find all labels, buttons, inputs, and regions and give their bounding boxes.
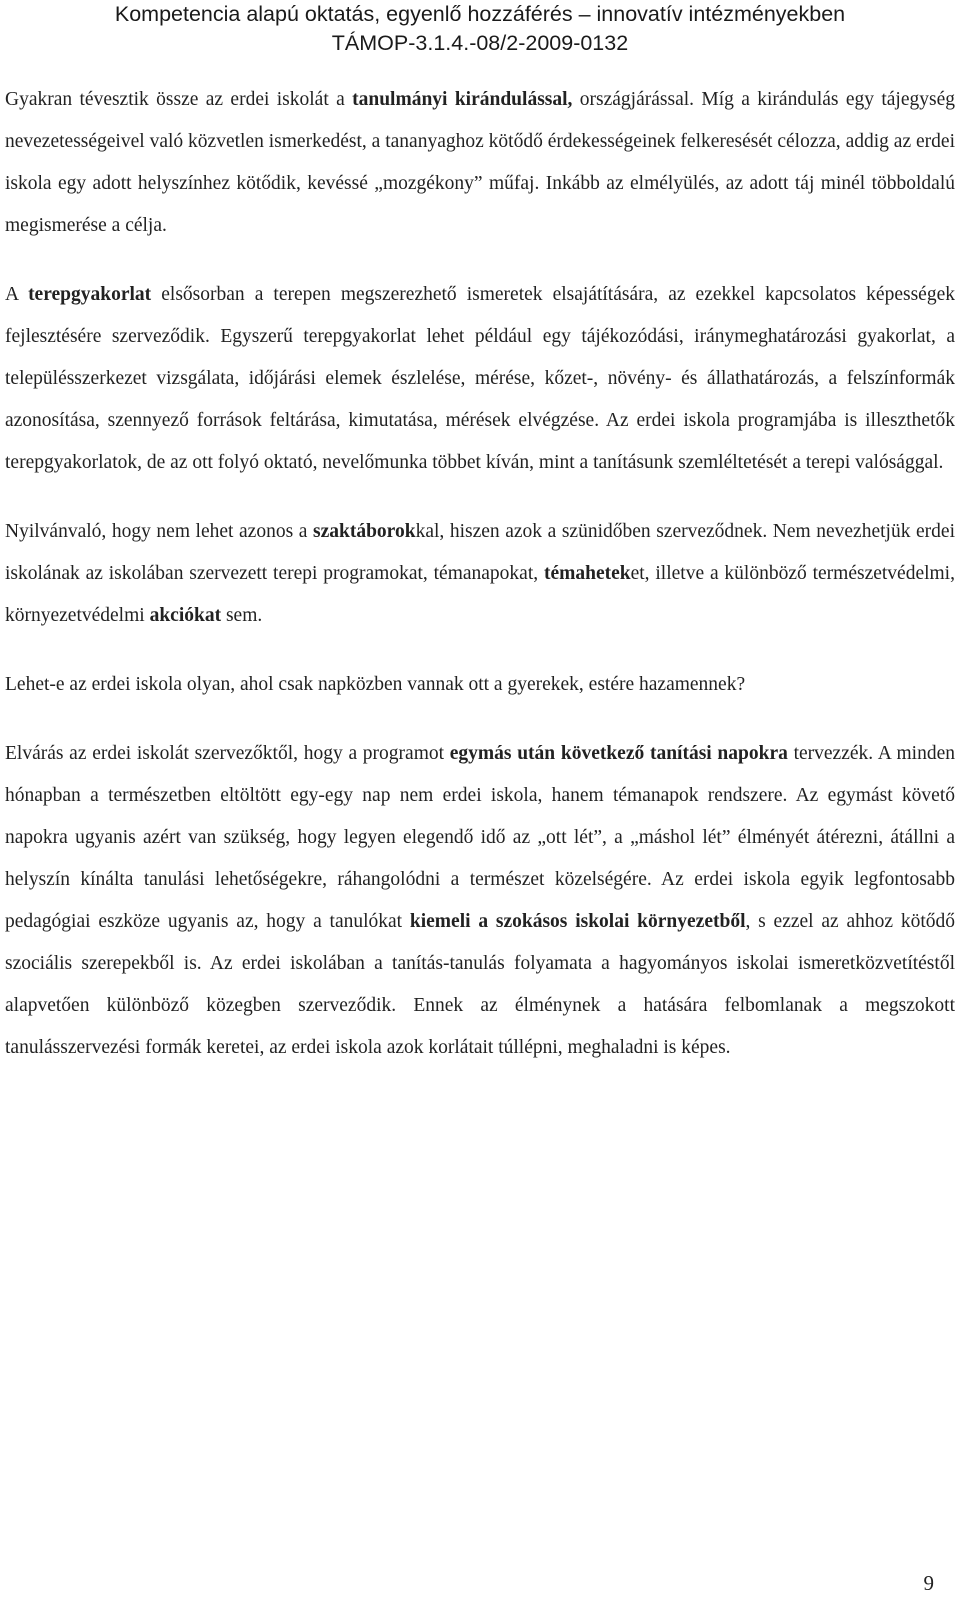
paragraph-3 <box>5 511 955 637</box>
paragraph-5-bold-term-1: egymás után következő tanítási napokra <box>449 743 788 764</box>
paragraph-5 <box>5 733 955 1069</box>
paragraph-2-bold-term: terepgyakorlat <box>28 284 152 305</box>
paragraph-5-text-a: Elvárás az erdei iskolát szervezőktől, hogy a programot <box>5 743 450 764</box>
paragraph-5-text-b: tervezzék. A minden hónapban a természetben eltöltött egy-egy nap nem erdei iskola, hanem témanapok rendszere. Az egymást követő napokra ugyanis azért van szükség, hogy legyen elegendő idő az „ott lét”, a „máshol lét” élményét átérezni, átállni a helyszín kínálta tanulási lehetőségekre, ráhangolódni a természet közelségére. Az erdei iskola egyik legfontosabb pedagógiai eszköze ugyanis az, hogy a tanulókat <box>5 743 955 932</box>
document-body <box>5 79 955 1069</box>
page-number: 9 <box>923 1571 934 1595</box>
paragraph-3-text-c: et, illetve a különböző természetvédelmi, környezetvédelmi <box>5 563 955 626</box>
paragraph-3-text-b: kal, hiszen azok a szünidőben szerveződnek. Nem nevezhetjük erdei iskolának az iskolában szervezett terepi programokat, témanapokat, <box>5 521 955 584</box>
paragraph-3-text-d: sem. <box>221 605 263 626</box>
paragraph-5-text-c: , s ezzel az ahhoz kötődő szociális szerepekből is. Az erdei iskolában a tanítás-tanulás folyamata a hagyományos iskolai ismeretközvetítéstől alapvetően különböző közegben szerveződik. Ennek az élménynek a hatására felbomlanak a megszokott tanulásszervezési formák keretei, az erdei iskola azok korlátait túllépni, meghaladni is képes. <box>5 911 956 1058</box>
paragraph-1-text-b: országjárással. Míg a kirándulás egy tájegység nevezetességeivel való közvetlen ismerkedést, a tananyaghoz kötődő érdekességeinek felkeresését célozza, addig az erdei iskola egy adott helyszínhez kötődik, kevéssé „mozgékony” műfaj. Inkább az elmélyülés, az adott táj minél többoldalú megismerése a célja. <box>5 89 955 236</box>
paragraph-1-bold-term: tanulmányi kirándulással, <box>352 89 573 110</box>
paragraph-2-text-a: A <box>5 284 29 305</box>
paragraph-3-bold-term-3: akciókat <box>149 605 222 626</box>
paragraph-1-text-a: Gyakran tévesztik össze az erdei iskolát a <box>5 89 353 110</box>
paragraph-5-bold-term-2: kiemeli a szokásos iskolai környezetből <box>409 911 746 932</box>
paragraph-2-text-b: elsősorban a terepen megszerezhető ismeretek elsajátítására, az ezekkel kapcsolatos képességek fejlesztésére szerveződik. Egyszerű terepgyakorlat lehet például egy tájékozódási, iránymeghatározási gyakorlat, a településszerkezet vizsgálata, időjárási elemek észlelése, mérése, kőzet-, növény- és állathatározás, a felszínformák azonosítása, szennyező források feltárása, kimutatása, mérések elvégzése. Az erdei iskola programjába is illeszthetők terepgyakorlatok, de az ott folyó oktató, nevelőmunka többet kíván, mint a tanításunk szemléltetését a terepi valósággal. <box>5 284 955 473</box>
paragraph-3-text-a: Nyilvánvaló, hogy nem lehet azonos a <box>5 521 313 542</box>
paragraph-2 <box>5 274 955 484</box>
paragraph-3-bold-term-2: témahetek <box>543 563 631 584</box>
paragraph-1 <box>5 79 955 247</box>
paragraph-3-bold-term-1: szaktáborok <box>312 521 416 542</box>
header-project-title: Kompetencia alapú oktatás, egyenlő hozzáférés – innovatív intézményekben <box>114 2 846 26</box>
paragraph-4: Lehet-e az erdei iskola olyan, ahol csak napközben vannak ott a gyerekek, estére hazamennek? <box>5 674 746 695</box>
header-project-code: TÁMOP-3.1.4.-08/2-2009-0132 <box>331 31 629 55</box>
